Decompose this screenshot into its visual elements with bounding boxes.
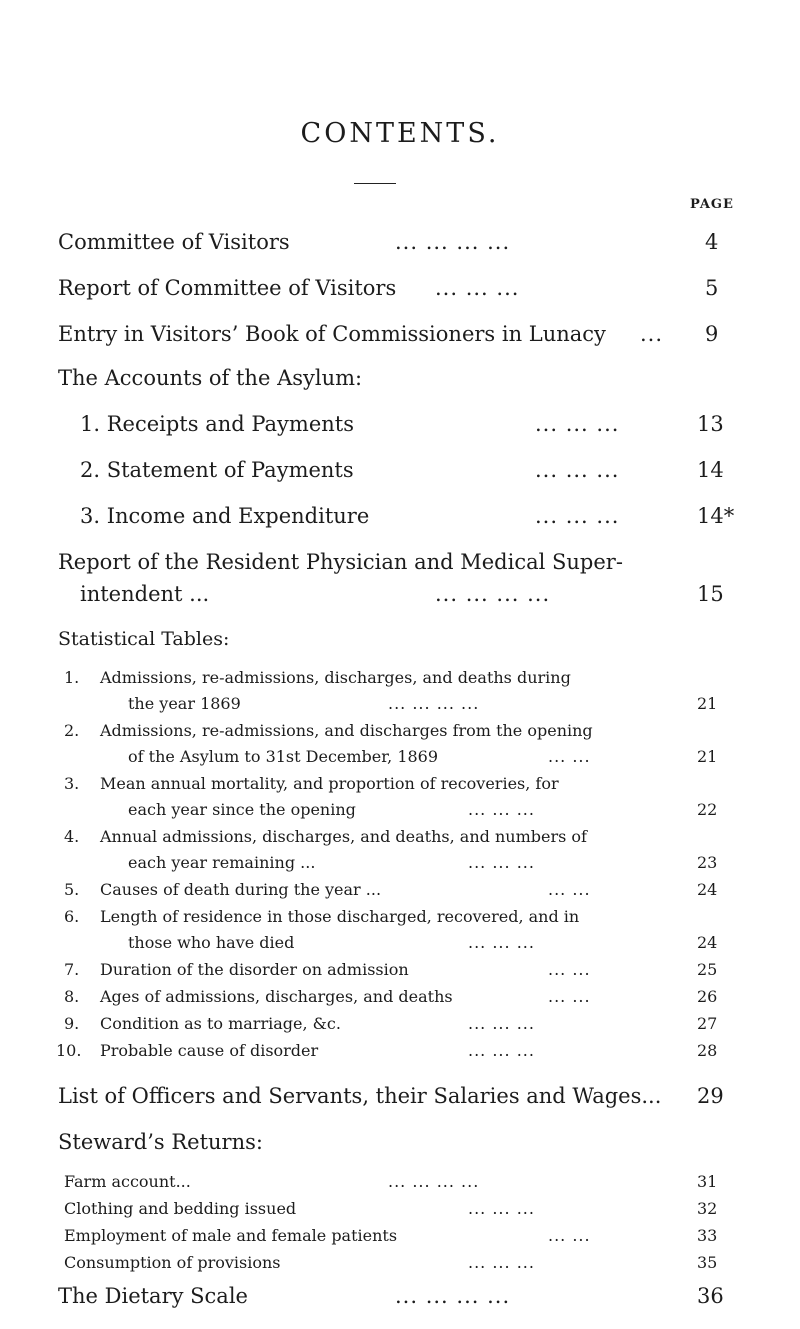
toc-entry-dietary[interactable] [0,1284,800,1316]
steward-item-label: Farm account... [64,1172,191,1191]
stat-item-number: 2. [64,721,80,740]
stat-item-label: Admissions, re-admissions, and discharges from the opening [100,721,593,740]
leader-dots: ... ... ... [468,1199,535,1218]
toc-entry-receipts[interactable] [0,412,800,444]
leader-dots: ... ... ... [468,1041,535,1060]
toc-entry-label: Committee of Visitors [58,230,290,254]
stat-item-number: 4. [64,827,80,846]
toc-entry-page: 27 [697,1014,718,1033]
stat-item-label: Causes of death during the year ... [100,880,382,899]
toc-entry-page: 33 [697,1226,718,1245]
stat-item-number: 1. [64,668,80,687]
toc-entry-label: intendent ... [80,582,210,606]
stat-item-number: 3. [64,774,80,793]
leader-dots: ... [640,322,664,346]
stat-item-number: 5. [64,880,80,899]
toc-entry-page: 24 [697,880,718,899]
toc-entry-label: The Dietary Scale [58,1284,248,1308]
leader-dots: ... ... [548,960,591,979]
toc-entry-page: 21 [697,694,718,713]
toc-entry-income[interactable] [0,504,800,536]
steward-heading: Steward’s Returns: [58,1130,263,1154]
toc-entry-page: 28 [697,1041,718,1060]
stat-item-label: Admissions, re-admissions, discharges, and deaths during [100,668,571,687]
toc-entry-page: 13 [697,412,724,436]
leader-dots: ... ... ... [468,800,535,819]
leader-dots: ... ... [548,880,591,899]
page-title: CONTENTS. [300,118,500,149]
toc-entry-page: 35 [697,1253,718,1272]
leader-dots: ... ... ... [468,1014,535,1033]
leader-dots: ... ... ... [535,458,620,482]
statistical-heading: Statistical Tables: [58,628,230,650]
toc-entry-page: 5 [705,276,719,300]
steward-item-label: Consumption of provisions [64,1253,281,1272]
stat-item-label: Probable cause of disorder [100,1041,319,1060]
stat-item-label: Annual admissions, discharges, and deaths, and numbers of [100,827,587,846]
toc-entry-label: 2. Statement of Payments [80,458,354,482]
toc-entry-label: 1. Receipts and Payments [80,412,355,436]
toc-entry-page: 26 [697,987,718,1006]
leader-dots: ... ... ... ... [388,1172,480,1191]
toc-entry-label: Report of Committee of Visitors [58,276,397,300]
toc-entry-label: Entry in Visitors’ Book of Commissioners in Lunacy [58,322,606,346]
toc-entry-commissioners[interactable] [0,322,800,354]
leader-dots: ... ... ... [468,933,535,952]
stat-item-number: 9. [64,1014,80,1033]
stat-item-10[interactable] [0,1041,800,1073]
stat-item-label: Condition as to marriage, &c. [100,1014,341,1033]
stat-item-label: Length of residence in those discharged, recovered, and in [100,907,580,926]
stat-item-label: Duration of the disorder on admission [100,960,409,979]
page-column-header: PAGE [690,197,734,212]
leader-dots: ... ... ... ... [388,694,480,713]
leader-dots: ... ... ... [535,412,620,436]
stat-item-label: Ages of admissions, discharges, and deaths [100,987,453,1006]
toc-entry-committee[interactable] [0,230,800,262]
toc-entry-statement[interactable] [0,458,800,490]
steward-item-provisions[interactable] [0,1253,800,1285]
leader-dots: ... ... ... ... [395,230,511,254]
toc-entry-page: 24 [697,933,718,952]
leader-dots: ... ... ... [468,853,535,872]
physician-report-line1: Report of the Resident Physician and Medical Super- [58,550,623,574]
toc-entry-page: 22 [697,800,718,819]
stat-item-number: 7. [64,960,80,979]
stat-item-number: 8. [64,987,80,1006]
toc-entry-page: 15 [697,582,724,606]
toc-entry-page: 14 [697,458,724,482]
toc-entry-report-committee[interactable] [0,276,800,308]
stat-item-label-cont: of the Asylum to 31st December, 1869 [128,747,439,766]
toc-entry-page: 21 [697,747,718,766]
leader-dots: ... ... ... [435,276,520,300]
stat-item-label-cont: the year 1869 [128,694,241,713]
leader-dots: ... ... [548,987,591,1006]
accounts-heading: The Accounts of the Asylum: [58,366,363,390]
leader-dots: ... ... [548,1226,591,1245]
title-divider [354,183,396,184]
leader-dots: ... ... ... ... [395,1284,511,1308]
leader-dots: ... ... ... ... [435,582,551,606]
toc-entry-page: 25 [697,960,718,979]
steward-item-label: Clothing and bedding issued [64,1199,297,1218]
stat-item-label-cont: each year remaining ... [128,853,316,872]
leader-dots: ... ... ... [468,1253,535,1272]
stat-item-label: Mean annual mortality, and proportion of recoveries, for [100,774,559,793]
stat-item-number: 10. [56,1041,82,1060]
toc-entry-page: 23 [697,853,718,872]
toc-entry-page: 32 [697,1199,718,1218]
leader-dots: ... ... [548,747,591,766]
toc-entry-page: 4 [705,230,719,254]
stat-item-label-cont: each year since the opening [128,800,356,819]
toc-entry-page: 31 [697,1172,718,1191]
toc-entry-label: List of Officers and Servants, their Salaries and Wages... [58,1084,662,1108]
toc-entry-physician-report[interactable] [0,582,800,614]
toc-entry-page: 36 [697,1284,724,1308]
toc-entry-officers[interactable] [0,1084,800,1116]
toc-entry-label: 3. Income and Expenditure [80,504,370,528]
toc-entry-page: 14* [697,504,735,528]
stat-item-number: 6. [64,907,80,926]
stat-item-label-cont: those who have died [128,933,295,952]
toc-entry-page: 9 [705,322,719,346]
toc-entry-page: 29 [697,1084,724,1108]
leader-dots: ... ... ... [535,504,620,528]
steward-item-label: Employment of male and female patients [64,1226,398,1245]
